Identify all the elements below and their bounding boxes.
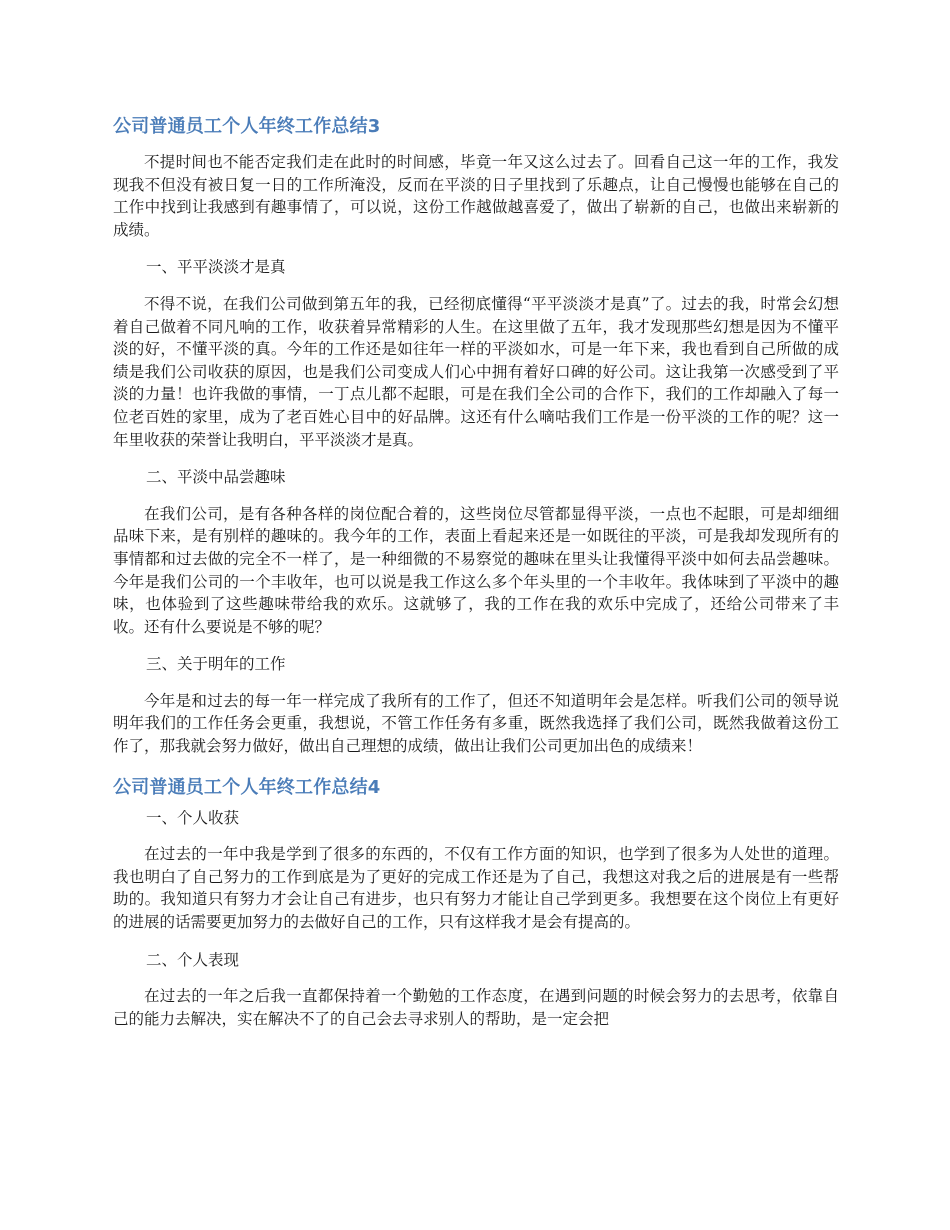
section-intro-paragraph: 不提时间也不能否定我们走在此时的时间感，毕竟一年又这么过去了。回看自己这一年的工作，我发现我不但没有被日复一日的工作所淹没，反而在平淡的日子里找到了乐趣点，让自己慢慢也能够在自己的工作中找到让我感到有趣事情了，可以说，这份工作越做越喜爱了，做出了崭新的自己，也做出来崭新的成绩。: [113, 153, 839, 239]
subsection-heading: 一、个人收获: [146, 808, 240, 827]
section-title: 公司普通员工个人年终工作总结4: [113, 776, 381, 798]
subsection-heading: 二、平淡中品尝趣味: [146, 468, 286, 487]
document-page: [113, 110, 839, 1030]
subsection-heading: 一、平平淡淡才是真: [146, 258, 286, 277]
body-paragraph: 今年是和过去的每一年一样完成了我所有的工作了，但还不知道明年会是怎样。听我们公司的领导说明年我们的工作任务会更重，我想说，不管工作任务有多重，既然我选择了我们公司，既然我做着这份工作了，那我就会努力做好，做出自己理想的成绩，做出让我们公司更加出色的成绩来！: [113, 691, 839, 756]
body-paragraph: 在过去的一年之后我一直都保持着一个勤勉的工作态度，在遇到问题的时候会努力的去思考，依靠自己的能力去解决，实在解决不了的自己会去寻求别人的帮助，是一定会把: [113, 987, 839, 1028]
body-paragraph: 在我们公司，是有各种各样的岗位配合着的，这些岗位尽管都显得平淡，一点也不起眼，可是却细细品味下来，是有别样的趣味的。我今年的工作，表面上看起来还是一如既往的平淡，可是我却发现所有的事情都和过去做的完全不一样了，是一种细微的不易察觉的趣味在里头让我懂得平淡中如何去品尝趣味。今年是我们公司的一个丰收年，也可以说是我工作这么多个年头里的一个丰收年。我体味到了平淡中的趣味，也体验到了这些趣味带给我的欢乐。这就够了，我的工作在我的欢乐中完成了，还给公司带来了丰收。还有什么要说是不够的呢？: [113, 504, 839, 636]
section-title: 公司普通员工个人年终工作总结3: [113, 116, 381, 137]
body-paragraph: 不得不说，在我们公司做到第五年的我，已经彻底懂得“平平淡淡才是真”了。过去的我，时常会幻想着自己做着不同凡响的工作，收获着异常精彩的人生。在这里做了五年，我才发现那些幻想是因为不懂平淡的好，不懂平淡的真。今年的工作还是如往年一样的平淡如水，可是一年下来，我也看到自己所做的成绩是我们公司收获的原因，也是我们公司变成人们心中拥有着好口碑的好公司。这让我第一次感受到了平淡的力量！也许我做的事情，一丁点儿都不起眼，可是在我们全公司的合作下，我们的工作却融入了每一位老百姓的家里，成为了老百姓心目中的好品牌。这还有什么嘀咕我们工作是一份平淡的工作的呢？这一年里收获的荣誉让我明白，平平淡淡才是真。: [113, 294, 839, 449]
subsection-heading: 三、关于明年的工作: [146, 655, 286, 674]
subsection-heading: 二、个人表现: [146, 950, 240, 969]
body-paragraph: 在过去的一年中我是学到了很多的东西的，不仅有工作方面的知识，也学到了很多为人处世的道理。我也明白了自己努力的工作到底是为了更好的完成工作还是为了自己，我想这对我之后的进展是有一些帮助的。我知道只有努力才会让自己有进步，也只有努力才能让自己学到更多。我想要在这个岗位上有更好的进展的话需要更加努力的去做好自己的工作，只有这样我才是会有提高的。: [113, 845, 839, 932]
